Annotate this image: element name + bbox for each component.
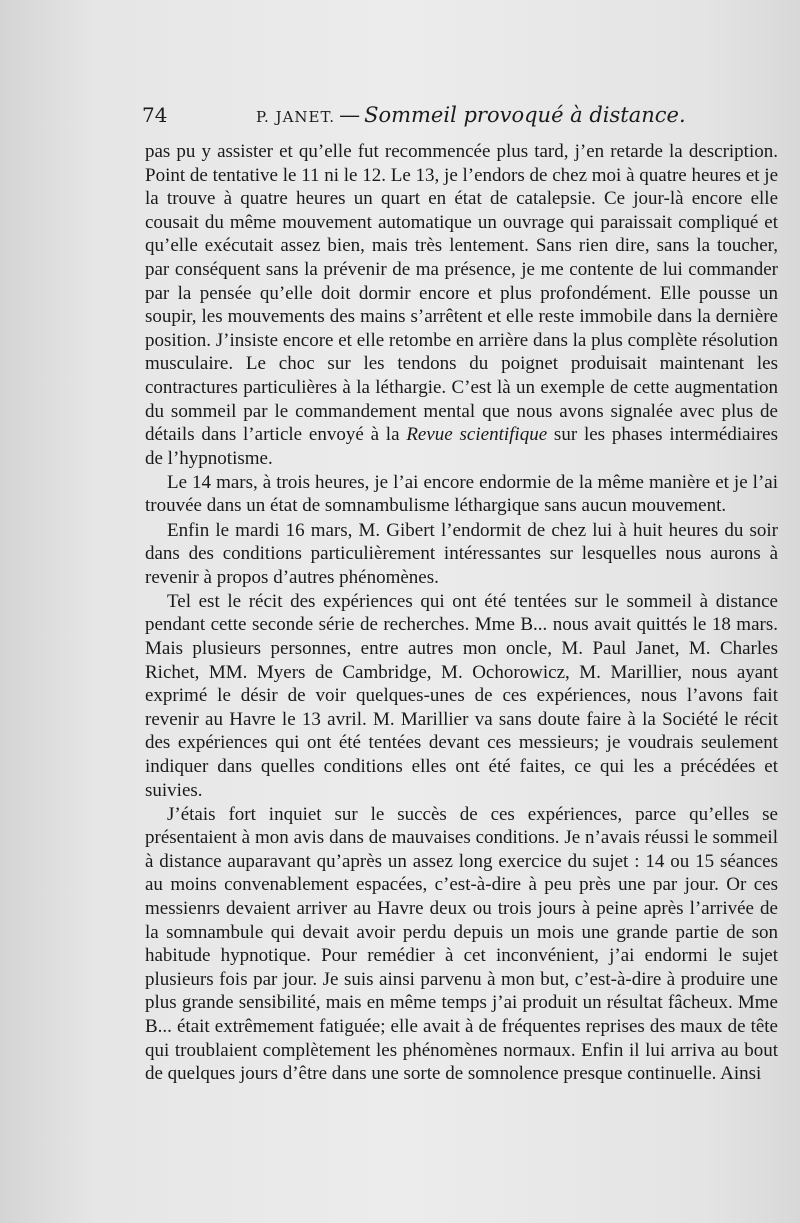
paragraph-5: J’étais fort inquiet sur le succès de ces expériences, parce qu’elles se présentaient à mon avis dans de mauvaises conditions. Je n’avais réussi le sommeil à distance auparavant qu’après un assez long exercice du sujet : 14 ou 15 séances au moins convenablement espacées, c’est-à-dire à peu près une par jour. Or ces messienrs devaient arriver au Havre deux ou trois jours à peine après l’arrivée de la somnambule qui devait avoir perdu depuis un mois une grande partie de son habitude hypnotique. Pour remédier à cet inconvénient, j’ai endormi le sujet plusieurs fois par jour. Je suis ainsi parvenu à mon but, c’est-à-dire à produire une plus grande sensibilité, mais en même temps j’ai produit un résultat fâcheux. Mme B... était extrêmement fatiguée; elle avait à de fréquentes reprises des maux de tête qui troublaient complètement les phénomènes normaux. Enfin il lui arriva au bout de quelques jours d’être dans une sorte de somnolence presque continuelle. Ainsi [145,803,778,1085]
paragraph-1 [145,140,778,470]
author-name: P. JANET. [256,108,336,126]
article-title: Sommeil provoqué à distance. [364,103,686,127]
body-text [145,140,778,1086]
paragraph-1-tail: sur les phases intermédiaires de l’hypnotisme. [145,424,778,469]
journal-title: Revue scientifique [406,424,548,446]
paragraph-1-text: pas pu y assister et qu’elle fut recommencée plus tard, j’en retarde la description. Point de tentative le 11 ni le 12. Le 13, je l’endors de chez moi à quatre heures et je la trouve à quatre heures un quart en état de catalepsie. Ce jour-là encore elle cousait du même mouvement automatique un ouvrage qui paraissait compliqué et qu’elle exécutait assez bien, mais très lentement. Sans rien dire, sans la toucher, par conséquent sans la prévenir de ma présence, je me contente de lui commander par la pensée qu’elle doit dormir encore et plus profondément. Elle pousse un soupir, les mouvements des mains s’arrêtent et elle reste immobile dans la dernière position. J’insiste encore et elle retombe en arrière dans la plus complète résolution musculaire. Le choc sur les tendons du poignet produisait maintenant les contractures particulières à la léthargie. C’est là un exemple de cette augmentation du sommeil par le commandement mental que nous avons signalée avec plus de détails dans l’article envoyé à la [145,141,778,446]
paragraph-3: Enfin le mardi 16 mars, M. Gibert l’endormit de chez lui à huit heures du soir dans des conditions particulièrement intéressantes sur lesquelles nous aurons à revenir à propos d’autres phénomènes. [145,519,778,588]
paragraph-2: Le 14 mars, à trois heures, je l’ai encore endormie de la même manière et je l’ai trouvée dans un état de somnambulisme léthargique sans aucun mouvement. [145,471,778,517]
running-head [256,100,686,132]
running-header [142,100,760,130]
header-dash: — [339,103,361,127]
paragraph-4: Tel est le récit des expériences qui ont été tentées sur le sommeil à distance pendant cette seconde série de recherches. Mme B... nous avait quittés le 18 mars. Mais plusieurs personnes, entre autres mon oncle, M. Paul Janet, M. Charles Richet, MM. Myers de Cambridge, M. Ochorowicz, M. Marillier, nous ayant exprimé le désir de voir quelques-unes de ces expériences, nous l’avons fait revenir au Havre le 13 avril. M. Marillier va sans doute faire à la Société le récit des expériences qui ont été tentées devant ces messieurs; je voudrais seulement indiquer dans quelles conditions elles ont été faites, ce qui les a précédées et suivies. [145,590,778,801]
page-number: 74 [142,103,168,127]
